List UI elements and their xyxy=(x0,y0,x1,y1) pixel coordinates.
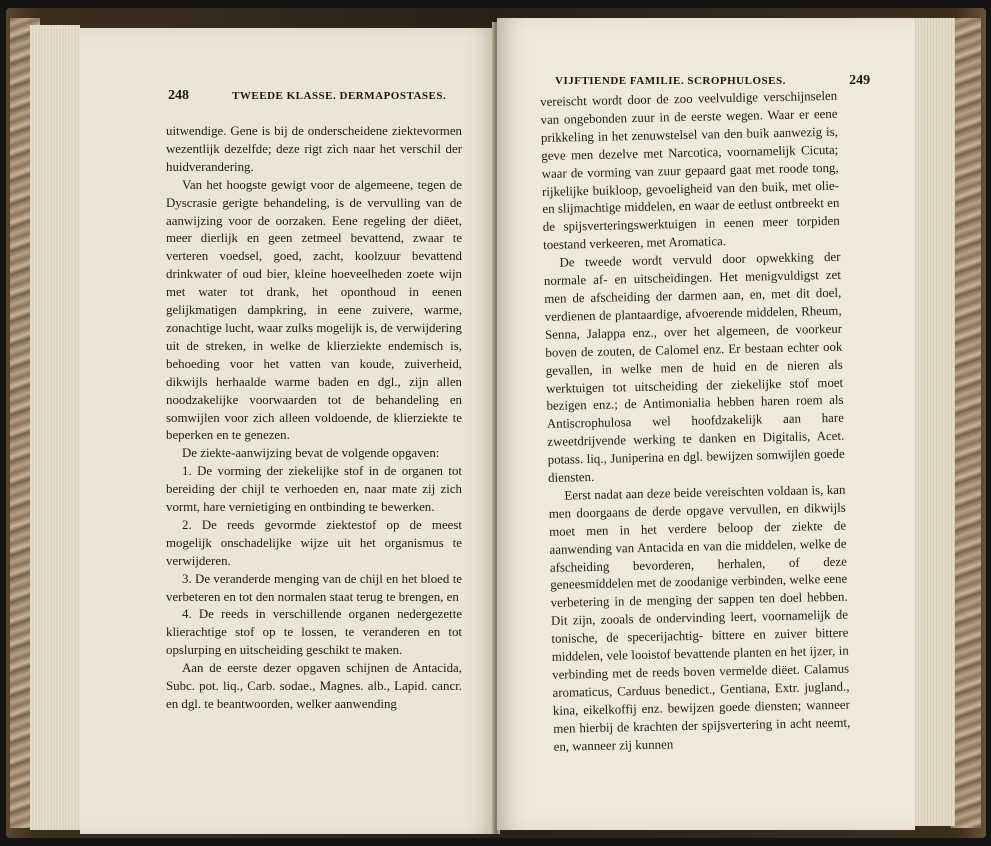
left-page xyxy=(80,28,496,834)
running-head: TWEEDE KLASSE. DERMAPOSTASES. xyxy=(232,90,447,102)
paragraph: Van het hoogste gewigt voor de algemeene, tegen de Dyscrasie gerigte behandeling, is de vervulling van de aanwijzing voor de oorzaken. Eene regeling der diëet, meer dierlijk en geen zetmeel bevattend, zwaar te verteren voedsel, goed, zacht, koolzuur bevattend drinkwater of oud bier, kleine hoeveelheden zoete wijn met water tot drank, het oponthoud in eenen gelijkmatigen dampkring, in eene zuivere, warme, zonachtige lucht, waar zulks mogelijk is, de verwijdering uit de streken, in welke de klierziekte endemisch is, behoeding voor het vatten van koude, zuiverheid, dikwijls herhaalde warme baden en dgl., zijn allen noodzakelijke voorwaarden tot de behandeling en somwijlen voor zich alleen voldoende, de klierziekte te beperken en te genezen. xyxy=(166,177,462,443)
marbled-edge-right xyxy=(951,18,981,828)
paragraph: De tweede wordt vervuld door opwekking der normale af- en uitscheidingen. Het menigvuldigst zet men de afscheiding der darmen aan, en, met dit doel, verdienen de plantaardige, afvoerende middelen, Rheum, Senna, Jalappa enz., over het algemeen, de voorkeur boven de zouten, de Calomel enz. Er bestaan echter ook gevallen, in welke men de huid en de nieren als werktuigen tot uitscheiding der ziekelijke stof moet bezigen enz.; de Antimonialia hebben haren roem als Antiscrophulosa wel hoofdzakelijk aan hare zweetdrijvende werking te danken en Digitalis, Acet. potass. liq., Juniperina en dgl. bewijzen somwijlen goede diensten. xyxy=(543,249,845,485)
paragraph: 2. De reeds gevormde ziektestof op de meest mogelijk onschadelijke wijze uit het organismus te verwijderen. xyxy=(166,517,462,568)
right-page xyxy=(497,18,915,830)
right-page-header xyxy=(555,73,870,89)
paragraph: Eerst nadat aan deze beide vereischten voldaan is, kan men doorgaans de derde opgave vervullen, en dikwijls moet men in het verdere beloop der ziekte de aanwending van Antacida en van die middelen, welke de afscheiding bevorderen, herhalen, of deze geneesmiddelen met de zoodanige verbinden, welke eene verbetering in de menging der sappen ten doel hebben. Dit zijn, zooals de ondervinding leert, voornamelijk de tonische, de specerijachtig- bittere en zuiver bittere middelen, vele looistof bevattende planten en het ijzer, in verbinding met de reeds boven vermelde diëet. Calamus aromaticus, Carduus benedict., Gentiana, Extr. jugland., kina, eikelkoffij enz. bewijzen goede diensten; wanneer men hierbij de krachten der spijsvertering in acht neemt, en, wanneer zij kunnen xyxy=(548,482,851,754)
page-number: 248 xyxy=(168,88,189,103)
paragraph: 1. De vorming der ziekelijke stof in de organen tot bereiding der chijl te verhoeden en, naar mate zij zich vormt, hare vernietiging en ontbinding te bewerken. xyxy=(166,464,462,515)
paragraph: Aan de eerste dezer opgaven schijnen de Antacida, Subc. pot. liq., Carb. sodae., Magnes. alb., Lapid. cancr. en dgl. te beantwoorden, welker aanwending xyxy=(166,661,462,711)
page-stack-right xyxy=(915,18,955,826)
paragraph: vereischt wordt door de zoo veelvuldige verschijnselen van ongebonden zuur in de eerste wegen. Waar er eene prikkeling in het zenuwstelsel van den buik aanwezig is, geve men dezelve met Narcotica, voornamelijk Cicuta; waar de vorming van zuur gepaard gaat met roode tong, rijkelijke buikloop, gevoeligheid van den buik, met olie- en slijmachtige middelen, en waar de eetlust ontbreekt en de spijsverteringswerktuigen in eenen meer torpiden toestand verkeeren, met Aromatica. xyxy=(540,88,840,253)
paragraph: 4. De reeds in verschillende organen nedergezette klierachtige stof op te lossen, te veranderen en tot opslurping en uitscheiding geschikt te maken. xyxy=(166,607,462,658)
page-stack-left xyxy=(30,25,80,830)
right-page-body xyxy=(540,88,851,757)
paragraph: 3. De veranderde menging van de chijl en het bloed te verbeteren en tot den normalen staat terug te brengen, en xyxy=(166,571,462,604)
left-page-header xyxy=(168,88,446,104)
running-head: VIJFTIENDE FAMILIE. SCROPHULOSES. xyxy=(555,75,786,87)
left-page-body xyxy=(166,123,462,714)
paragraph: De ziekte-aanwijzing bevat de volgende opgaven: xyxy=(182,446,440,461)
page-number: 249 xyxy=(849,73,871,88)
paragraph: uitwendige. Gene is bij de onderscheidene ziektevormen wezentlijk dezelfde; deze rigt zich naar het verschil der huidverandering. xyxy=(166,124,462,174)
